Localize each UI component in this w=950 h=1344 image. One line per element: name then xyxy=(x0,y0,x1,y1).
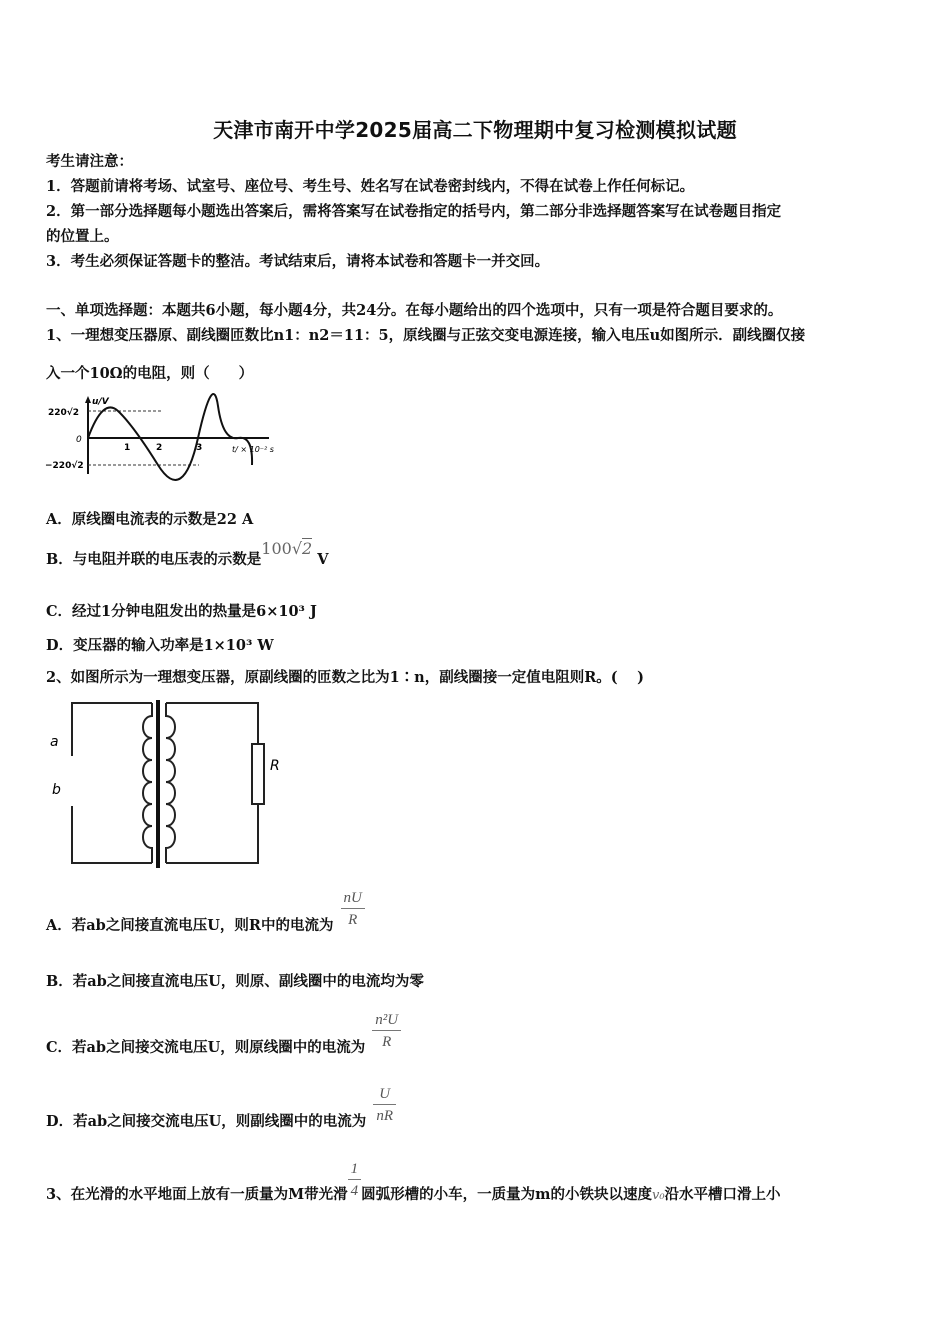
graph-y-axis-label: u/V xyxy=(92,397,109,407)
q2-stem: 2、如图所示为一理想变压器，原副线圈的匝数之比为1∶n，副线圈接一定值电阻则R。( ) xyxy=(46,669,645,686)
q3-stem-pre: 3、在光滑的水平地面上放有一质量为M带光滑 xyxy=(46,1185,348,1203)
section-heading: 一、单项选择题：本题共6小题，每小题4分，共24分。在每小题给出的四个选项中，只有一项是符合题目要求的。 xyxy=(46,302,783,319)
terminal-b-label: b xyxy=(52,782,61,798)
primary-coil xyxy=(143,703,152,863)
q3-fraction xyxy=(348,1159,362,1202)
q2-option-c-den: R xyxy=(382,1034,392,1050)
graph-tick-1: 1 xyxy=(124,443,131,453)
q1-option-d: D．变压器的输入功率是1×10³ W xyxy=(46,637,274,654)
q3-stem xyxy=(46,1145,781,1203)
q2-option-b: B．若ab之间接直流电压U，则原、副线圈中的电流均为零 xyxy=(46,973,424,990)
graph-tick-2: 2 xyxy=(156,443,163,453)
q1-option-a: A．原线圈电流表的示数是22 A xyxy=(46,511,254,528)
q2-option-c-fraction xyxy=(372,1010,401,1053)
graph-y-top-label: 220√2 xyxy=(48,408,80,418)
notice-item-2: 2．第一部分选择题每小题选出答案后，需将答案写在试卷指定的括号内，第二部分非选择题答案写在试卷题目指定 xyxy=(46,203,782,220)
q3-frac-den: 4 xyxy=(350,1183,359,1199)
notice-item-1: 1．答题前请将考场、试室号、座位号、考生号、姓名写在试卷密封线内，不得在试卷上作任何标记。 xyxy=(46,178,695,195)
graph-tick-3: 3 xyxy=(196,443,203,453)
q2-option-a xyxy=(46,884,365,934)
resistor-label: R xyxy=(270,758,280,774)
q1-stem-line2: 入一个10Ω的电阻，则（ ） xyxy=(46,365,254,382)
notice-heading: 考生请注意： xyxy=(46,153,133,170)
notice-item-2-cont: 的位置上。 xyxy=(46,228,119,245)
q1-option-b-coef: 100 xyxy=(261,539,292,558)
q2-transformer-diagram xyxy=(48,698,278,870)
q2-option-c-num: n²U xyxy=(372,1010,401,1031)
graph-y-bottom-label: −220√2 xyxy=(45,461,84,471)
q2-option-d-fraction xyxy=(373,1084,396,1127)
graph-u-arrow xyxy=(85,396,91,403)
q1-stem-line1: 1、一理想变压器原、副线圈匝数比n1：n2＝11：5，原线圈与正弦交变电源连接，输入电压u如图所示．副线圈仅接 xyxy=(46,327,806,344)
q1-voltage-graph xyxy=(44,394,284,484)
q3-v0: v₀ xyxy=(651,1187,665,1203)
q2-option-c xyxy=(46,1006,401,1056)
q1-option-b-root: 2 xyxy=(302,539,313,558)
q3-stem-mid: 圆弧形槽的小车，一质量为m的小铁块以速度 xyxy=(361,1185,652,1203)
q1-option-b-text: B．与电阻并联的电压表的示数是 xyxy=(46,551,262,568)
q2-option-d xyxy=(46,1080,396,1130)
notice-item-3: 3．考生必须保证答题卡的整洁。考试结束后，请将本试卷和答题卡一并交回。 xyxy=(46,253,550,270)
graph-x-axis-label: t/ × 10⁻² s xyxy=(232,445,274,454)
q2-option-a-text: A．若ab之间接直流电压U，则R中的电流为 xyxy=(46,916,334,934)
q2-option-a-den: R xyxy=(348,912,358,928)
q1-option-b-math: 100√2 xyxy=(261,539,313,558)
secondary-top-wire xyxy=(166,703,258,744)
secondary-bottom-wire xyxy=(166,804,258,863)
secondary-coil xyxy=(166,703,175,863)
resistor xyxy=(252,744,264,804)
q1-option-c: C．经过1分钟电阻发出的热量是6×10³ J xyxy=(46,603,317,620)
q2-option-d-den: nR xyxy=(376,1108,393,1124)
graph-zero-label: 0 xyxy=(76,435,82,445)
terminal-a-label: a xyxy=(50,734,59,750)
q2-option-a-num: nU xyxy=(341,888,365,909)
q2-option-c-text: C．若ab之间接交流电压U，则原线圈中的电流为 xyxy=(46,1038,366,1056)
primary-top-wire xyxy=(72,703,152,756)
page-title: 天津市南开中学2025届高二下物理期中复习检测模拟试题 xyxy=(213,118,737,142)
q1-option-b xyxy=(46,539,329,569)
q3-frac-num: 1 xyxy=(348,1159,362,1180)
q3-stem-post: 沿水平槽口滑上小 xyxy=(664,1185,781,1203)
primary-bottom-wire xyxy=(72,806,152,863)
q1-option-b-unit: V xyxy=(317,551,329,568)
q2-option-d-text: D．若ab之间接交流电压U，则副线圈中的电流为 xyxy=(46,1112,367,1130)
graph-sine-wave xyxy=(88,394,252,480)
q2-option-d-num: U xyxy=(373,1084,396,1105)
q2-option-a-fraction xyxy=(341,888,365,931)
